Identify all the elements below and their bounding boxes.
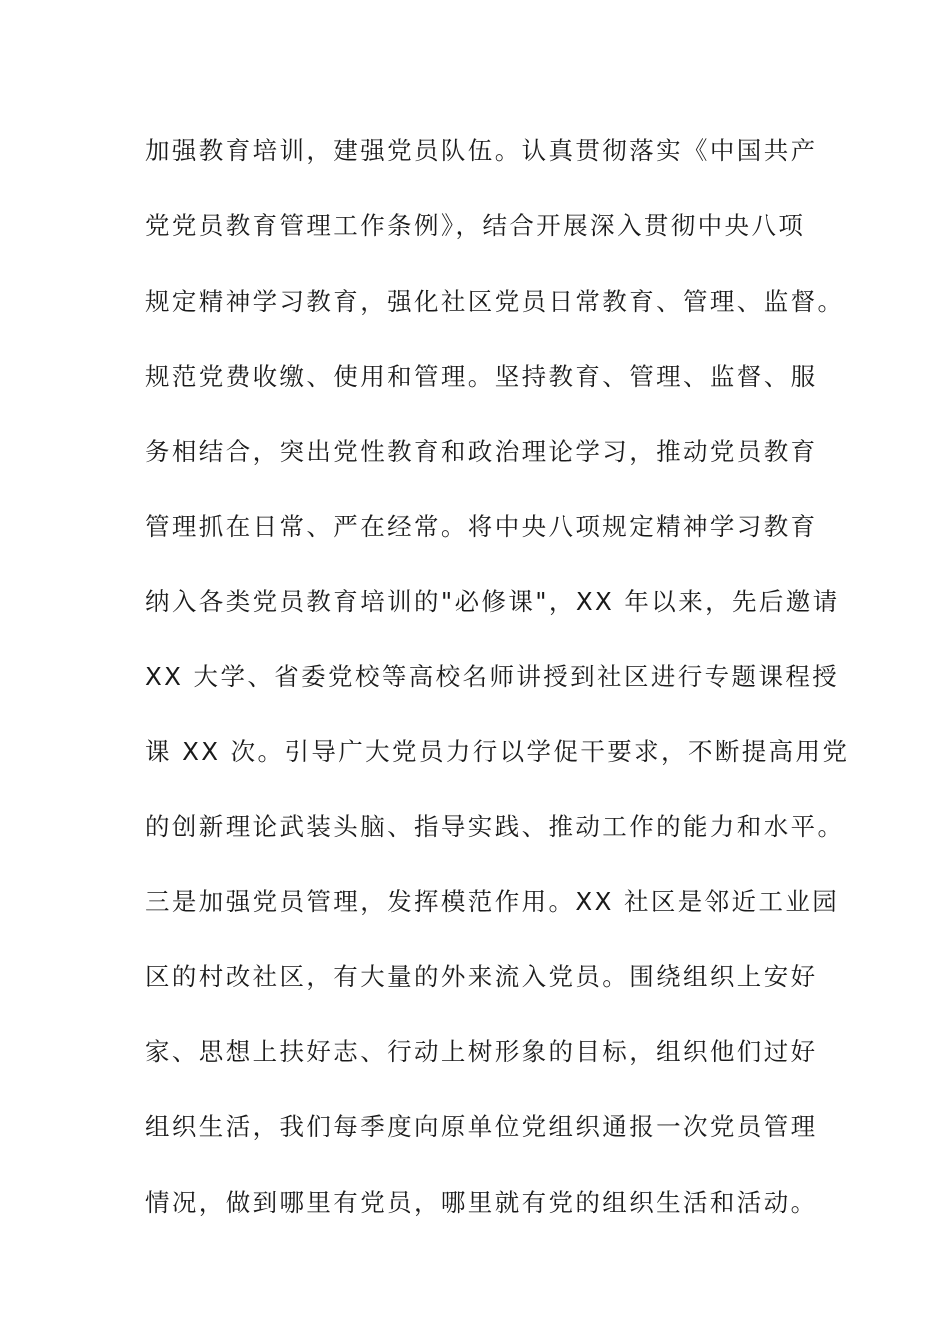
paragraph-line: 管理抓在日常、严在经常。将中央八项规定精神学习教育 [145, 512, 818, 541]
paragraph-line: 三是加强党员管理，发挥模范作用。XX 社区是邻近工业园 [145, 887, 840, 916]
paragraph-line: XX 大学、省委党校等高校名师讲授到社区进行专题课程授 [145, 662, 840, 691]
paragraph-line: 组织生活，我们每季度向原单位党组织通报一次党员管理 [145, 1112, 818, 1141]
paragraph-line: 务相结合，突出党性教育和政治理论学习，推动党员教育 [145, 437, 818, 466]
paragraph-line: 党党员教育管理工作条例》，结合开展深入贯彻中央八项 [145, 211, 806, 240]
paragraph-line: 区的村改社区，有大量的外来流入党员。围绕组织上安好 [145, 962, 818, 991]
paragraph-line: 情况，做到哪里有党员，哪里就有党的组织生活和活动。 [145, 1188, 818, 1217]
paragraph-line: 加强教育培训，建强党员队伍。认真贯彻落实《中国共产 [145, 136, 818, 165]
paragraph-line: 的创新理论武装头脑、指导实践、推动工作的能力和水平。 [145, 812, 845, 841]
paragraph-line: 课 XX 次。引导广大党员力行以学促干要求，不断提高用党 [145, 737, 850, 766]
paragraph-line: 规定精神学习教育，强化社区党员日常教育、管理、监督。 [145, 287, 845, 316]
paragraph-line: 纳入各类党员教育培训的"必修课"，XX 年以来，先后邀请 [145, 587, 840, 616]
paragraph-line: 家、思想上扶好志、行动上树形象的目标，组织他们过好 [145, 1037, 818, 1066]
paragraph-line: 规范党费收缴、使用和管理。坚持教育、管理、监督、服 [145, 362, 818, 391]
